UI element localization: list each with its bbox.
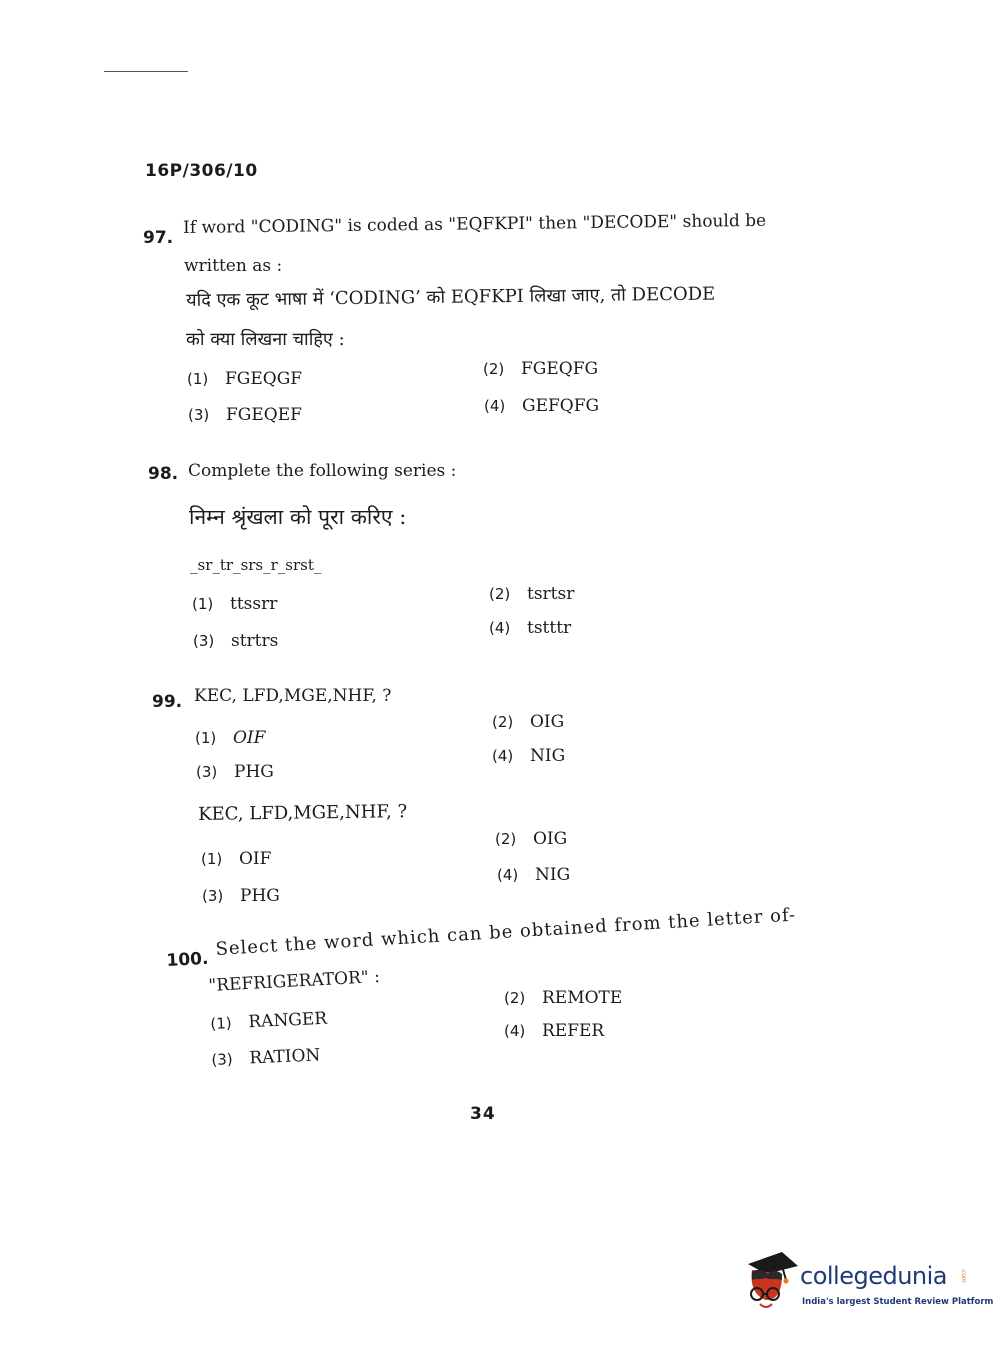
option-text: RANGER <box>247 1008 328 1033</box>
option-4 <box>489 618 571 638</box>
option-text: GEFQFG <box>522 396 600 416</box>
option-number: (2) <box>495 830 517 848</box>
series-text: _sr_tr_srs_r_srst_ <box>190 556 322 574</box>
option-text: FGEQFG <box>521 359 599 379</box>
question-text-en-cont: written as : <box>184 256 283 276</box>
option-3 <box>193 631 278 651</box>
logo-wordmark: collegedunia <box>800 1262 948 1290</box>
question-text-en: Complete the following series : <box>188 461 457 481</box>
option-text: OIF <box>239 849 272 869</box>
option-3-repeat <box>202 886 280 906</box>
option-text: strtrs <box>231 631 279 651</box>
option-1 <box>192 594 277 614</box>
question-text-en: Select the word which can be obtained from the letter of- <box>215 904 797 960</box>
option-1 <box>187 369 302 389</box>
option-3 <box>211 1045 321 1070</box>
question-number: 98. <box>148 464 179 484</box>
option-2-repeat <box>495 829 567 849</box>
option-2 <box>504 988 622 1008</box>
option-text: FGEQGF <box>225 369 303 389</box>
option-4 <box>484 396 599 416</box>
option-text: OIG <box>530 712 565 732</box>
option-number: (4) <box>484 397 506 415</box>
option-number: (2) <box>489 585 511 603</box>
option-number: (1) <box>210 1014 233 1033</box>
option-1 <box>195 728 265 748</box>
paper-code: 16P/306/10 <box>145 161 258 181</box>
option-text: PHG <box>240 886 280 906</box>
question-text-en: KEC, LFD,MGE,NHF, ? <box>194 686 392 706</box>
question-number: 99. <box>152 692 183 712</box>
option-number: (1) <box>192 595 214 613</box>
question-text-repeat: KEC, LFD,MGE,NHF, ? <box>198 801 408 825</box>
option-3 <box>188 405 302 425</box>
option-number: (1) <box>187 370 209 388</box>
option-2 <box>492 712 564 732</box>
option-number: (3) <box>188 406 210 424</box>
option-4 <box>492 746 565 766</box>
option-number: (3) <box>196 763 218 781</box>
option-text: OIG <box>533 829 568 849</box>
option-text: PHG <box>234 762 274 782</box>
option-number: (3) <box>211 1050 234 1069</box>
option-number: (4) <box>492 747 514 765</box>
option-number: (2) <box>483 360 505 378</box>
option-1-repeat <box>201 849 271 869</box>
option-text: ttssrr <box>230 594 278 614</box>
option-number: (4) <box>489 619 511 637</box>
top-rule <box>104 71 188 72</box>
option-text: tsrtsr <box>527 584 575 604</box>
question-text-hi: यदि एक कूट भाषा में ‘CODING’ को EQFKPI लिखा जाए, तो DECODE <box>186 283 716 311</box>
collegedunia-logo[interactable] <box>742 1250 994 1314</box>
logo-tagline: India's largest Student Review Platform <box>802 1297 994 1307</box>
option-number: (4) <box>504 1022 526 1040</box>
option-text: tstttr <box>527 618 572 638</box>
page-number: 34 <box>470 1104 496 1124</box>
option-number: (2) <box>492 713 514 731</box>
option-number: (1) <box>195 729 217 747</box>
option-text: REFER <box>542 1021 605 1041</box>
option-2 <box>489 584 574 604</box>
option-4 <box>504 1021 604 1041</box>
question-number: 97. <box>143 228 174 248</box>
logo-suffix: .com <box>960 1268 967 1283</box>
question-text-en-cont: "REFRIGERATOR" : <box>208 967 381 996</box>
option-text: NIG <box>530 746 566 766</box>
mascot-icon <box>742 1250 800 1314</box>
option-text: FGEQEF <box>226 405 302 425</box>
option-text: REMOTE <box>542 988 623 1008</box>
question-text-en: If word "CODING" is coded as "EQFKPI" then "DECODE" should be <box>183 210 767 238</box>
option-4-repeat <box>497 865 570 885</box>
question-number: 100. <box>166 948 209 971</box>
option-1 <box>210 1009 328 1034</box>
option-number: (3) <box>193 632 215 650</box>
option-text: OIF <box>233 728 266 748</box>
question-text-hi: निम्न श्रृंखला को पूरा करिए : <box>189 505 407 529</box>
option-3 <box>196 762 274 782</box>
option-text: RATION <box>248 1045 321 1069</box>
option-number: (4) <box>497 866 519 884</box>
option-number: (1) <box>201 850 223 868</box>
option-number: (2) <box>504 989 526 1007</box>
question-text-hi-cont: को क्या लिखना चाहिए : <box>186 329 345 350</box>
option-text: NIG <box>535 865 571 885</box>
option-2 <box>483 359 598 379</box>
option-number: (3) <box>202 887 224 905</box>
